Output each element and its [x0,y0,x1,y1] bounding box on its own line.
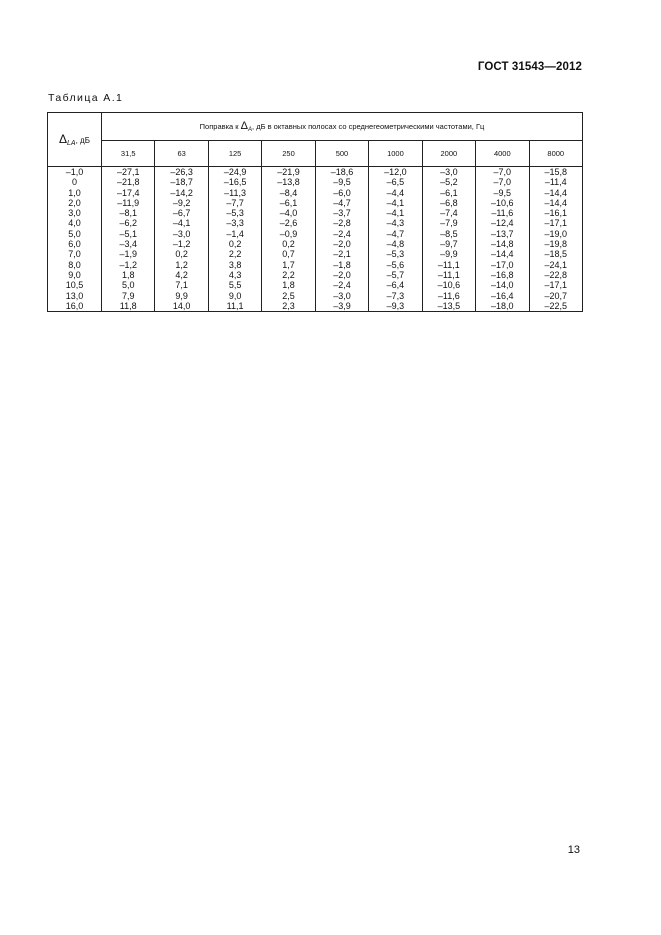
delta-symbol: Δ [59,132,68,146]
correction-value: –13,7 [491,228,514,239]
correction-value: –4,7 [333,197,351,208]
correction-value: –7,3 [386,290,405,301]
column-1000 [369,167,422,312]
correction-value: –24,1 [544,259,568,270]
correction-value: 14,0 [172,300,191,311]
correction-value: –20,7 [544,290,568,301]
correction-value: –24,9 [223,167,247,177]
correction-value: –17,1 [544,280,568,291]
correction-value: –11,6 [437,290,460,301]
correction-value: –1,2 [119,259,137,270]
stub-value: 1,0 [68,187,81,198]
correction-value: –4,1 [386,208,405,219]
stub-value: 0 [71,177,77,188]
correction-value: –6,8 [440,197,458,208]
span-header-suffix: , дБ в октавных полосах со среднегеометрическими частотами, Гц [252,122,485,131]
correction-value: –6,1 [440,187,458,198]
correction-value: –4,4 [386,187,405,198]
freq-header-250: 250 [262,141,315,167]
freq-header-8000: 8000 [529,141,583,167]
correction-value: –6,1 [279,197,298,208]
correction-value: –9,5 [493,187,512,198]
correction-value: 3,8 [228,259,242,270]
correction-value: –19,8 [544,239,568,250]
correction-value: –3,4 [119,239,137,250]
correction-value: –4,1 [172,218,191,229]
correction-value: –11,9 [117,197,140,208]
freq-header-2000: 2000 [422,141,475,167]
stub-value: 8,0 [68,259,81,270]
correction-value: 9,0 [228,290,242,301]
correction-value: –17,1 [544,218,568,229]
correction-value: 9,9 [175,290,188,301]
correction-value: –22,5 [544,300,568,311]
correction-value: –2,4 [333,280,351,291]
correction-value: –19,0 [544,228,568,239]
column-125 [208,167,261,312]
correction-value: –15,8 [544,167,568,177]
correction-value: –3,3 [226,218,244,229]
correction-value: –1,4 [226,228,244,239]
correction-value: –7,4 [440,208,458,219]
stub-value: –1,0 [65,167,84,177]
correction-value: –4,0 [279,208,298,219]
column-63 [155,167,208,312]
correction-value: –13,5 [437,300,461,311]
span-header-prefix: Поправка к [199,122,241,131]
correction-value: 0,2 [228,239,242,250]
correction-value: –2,4 [333,228,351,239]
correction-value: –1,2 [172,239,191,250]
correction-value: –4,8 [386,239,405,250]
correction-value: –7,9 [440,218,458,229]
correction-value: –16,1 [544,208,568,219]
span-delta-symbol: Δ [240,120,249,132]
document-header: ГОСТ 31543—2012 [477,61,582,73]
freq-header-1000: 1000 [369,141,422,167]
correction-value: –12,4 [491,218,514,229]
correction-value: –12,0 [384,167,407,177]
correction-value: 5,0 [121,280,135,291]
correction-value: 2,2 [282,269,295,280]
correction-value: –3,0 [333,290,351,301]
correction-value: –17,0 [491,259,514,270]
correction-value: 1,8 [282,280,295,291]
correction-value: –2,8 [333,218,351,229]
correction-value: 4,3 [228,269,242,280]
stub-column [48,167,102,312]
column-2000 [422,167,475,312]
stub-value: 2,0 [68,197,81,208]
column-8000 [529,167,583,312]
page-number: 13 [567,844,580,856]
stub-value: 10,5 [65,280,84,291]
octave-span-header [102,113,583,141]
correction-value: 1,7 [282,259,295,270]
delta-subscript: LA [67,140,76,147]
correction-value: –11,6 [491,208,514,219]
column-31-5 [102,167,155,312]
correction-value: –16,5 [223,177,247,188]
correction-value: –9,2 [172,197,191,208]
stub-value: 6,0 [68,239,81,250]
correction-value: –4,1 [386,197,405,208]
correction-value: –18,5 [544,249,568,260]
correction-value: –1,9 [119,249,137,260]
correction-value: –8,4 [279,187,298,198]
correction-value: –16,8 [491,269,514,280]
correction-value: 0,7 [282,249,295,260]
correction-table [47,112,583,312]
stub-header [48,113,102,167]
correction-value: –3,7 [333,208,351,219]
correction-value: –2,0 [333,239,351,250]
correction-value: –5,1 [119,228,137,239]
stub-value: 5,0 [68,228,81,239]
freq-header-500: 500 [315,141,368,167]
freq-header-63: 63 [155,141,208,167]
stub-value: 13,0 [65,290,84,301]
span-delta-subscript: A [248,127,253,133]
correction-value: –21,8 [116,177,140,188]
stub-value: 3,0 [68,208,81,219]
stub-unit: , дБ [75,136,90,145]
table-caption: Таблица А.1 [48,92,124,104]
correction-value: –11,1 [437,259,460,270]
correction-value: –6,4 [386,280,405,291]
correction-value: –10,6 [437,280,461,291]
correction-value: –11,1 [437,269,460,280]
correction-value: –2,6 [279,218,298,229]
correction-value: –14,4 [544,197,568,208]
correction-value: –9,7 [440,239,458,250]
correction-value: 11,8 [119,300,137,311]
correction-value: –17,4 [116,187,140,198]
correction-value: –8,5 [440,228,458,239]
correction-value: 0,2 [175,249,188,260]
stub-value: 9,0 [68,269,81,280]
correction-value: –26,3 [170,167,193,177]
correction-value: –7,0 [493,167,512,177]
correction-value: 2,5 [282,290,295,301]
freq-header-4000: 4000 [476,141,529,167]
correction-value: 7,1 [175,280,188,291]
correction-value: –5,6 [386,259,405,270]
stub-value: 16,0 [65,300,84,311]
correction-value: –4,7 [386,228,405,239]
correction-value: –2,0 [333,269,351,280]
stub-value: 4,0 [68,218,81,229]
correction-value: –10,6 [491,197,514,208]
correction-value: –3,0 [440,167,458,177]
correction-value: –1,8 [333,259,351,270]
correction-value: –7,0 [493,177,512,188]
correction-value: –9,3 [386,300,405,311]
correction-value: –14,8 [491,239,514,250]
correction-value: –3,0 [172,228,191,239]
correction-value: –11,3 [224,187,247,198]
column-500 [315,167,368,312]
correction-value: –6,0 [333,187,351,198]
correction-value: –14,4 [544,187,568,198]
correction-value: –2,1 [333,249,351,260]
correction-value: –11,4 [544,177,567,188]
correction-value: 4,2 [175,269,188,280]
correction-value: –14,0 [491,280,514,291]
correction-value: –14,2 [170,187,193,198]
correction-value: –6,7 [172,208,191,219]
correction-value: –8,1 [119,208,137,219]
correction-value: 5,5 [228,280,242,291]
correction-value: –14,4 [491,249,514,260]
correction-value: 2,2 [228,249,242,260]
column-4000 [476,167,529,312]
table-body-row [48,167,583,312]
correction-value: –0,9 [279,228,298,239]
correction-value: –18,0 [491,300,514,311]
column-250 [262,167,315,312]
stub-value: 7,0 [68,249,81,260]
freq-header-125: 125 [208,141,261,167]
correction-value: –13,8 [277,177,300,188]
correction-value: –9,5 [333,177,351,188]
correction-value: –5,3 [226,208,244,219]
correction-value: –6,5 [386,177,405,188]
correction-value: –7,7 [226,197,244,208]
correction-value: –18,7 [170,177,193,188]
correction-value: 7,9 [121,290,135,301]
correction-value: 2,3 [282,300,295,311]
correction-value: –5,3 [386,249,405,260]
correction-value: 11,1 [226,300,244,311]
correction-value: –22,8 [544,269,568,280]
correction-value: –27,1 [116,167,140,177]
correction-value: 0,2 [282,239,295,250]
freq-header-31-5: 31,5 [102,141,155,167]
correction-value: –6,2 [119,218,137,229]
correction-value: –5,7 [386,269,405,280]
correction-value: 1,2 [175,259,188,270]
correction-value: –18,6 [330,167,354,177]
correction-value: –5,2 [440,177,458,188]
correction-value: –4,3 [386,218,405,229]
correction-value: –16,4 [491,290,514,301]
correction-value: –3,9 [333,300,351,311]
correction-value: 1,8 [121,269,135,280]
correction-value: –9,9 [440,249,458,260]
correction-value: –21,9 [277,167,300,177]
